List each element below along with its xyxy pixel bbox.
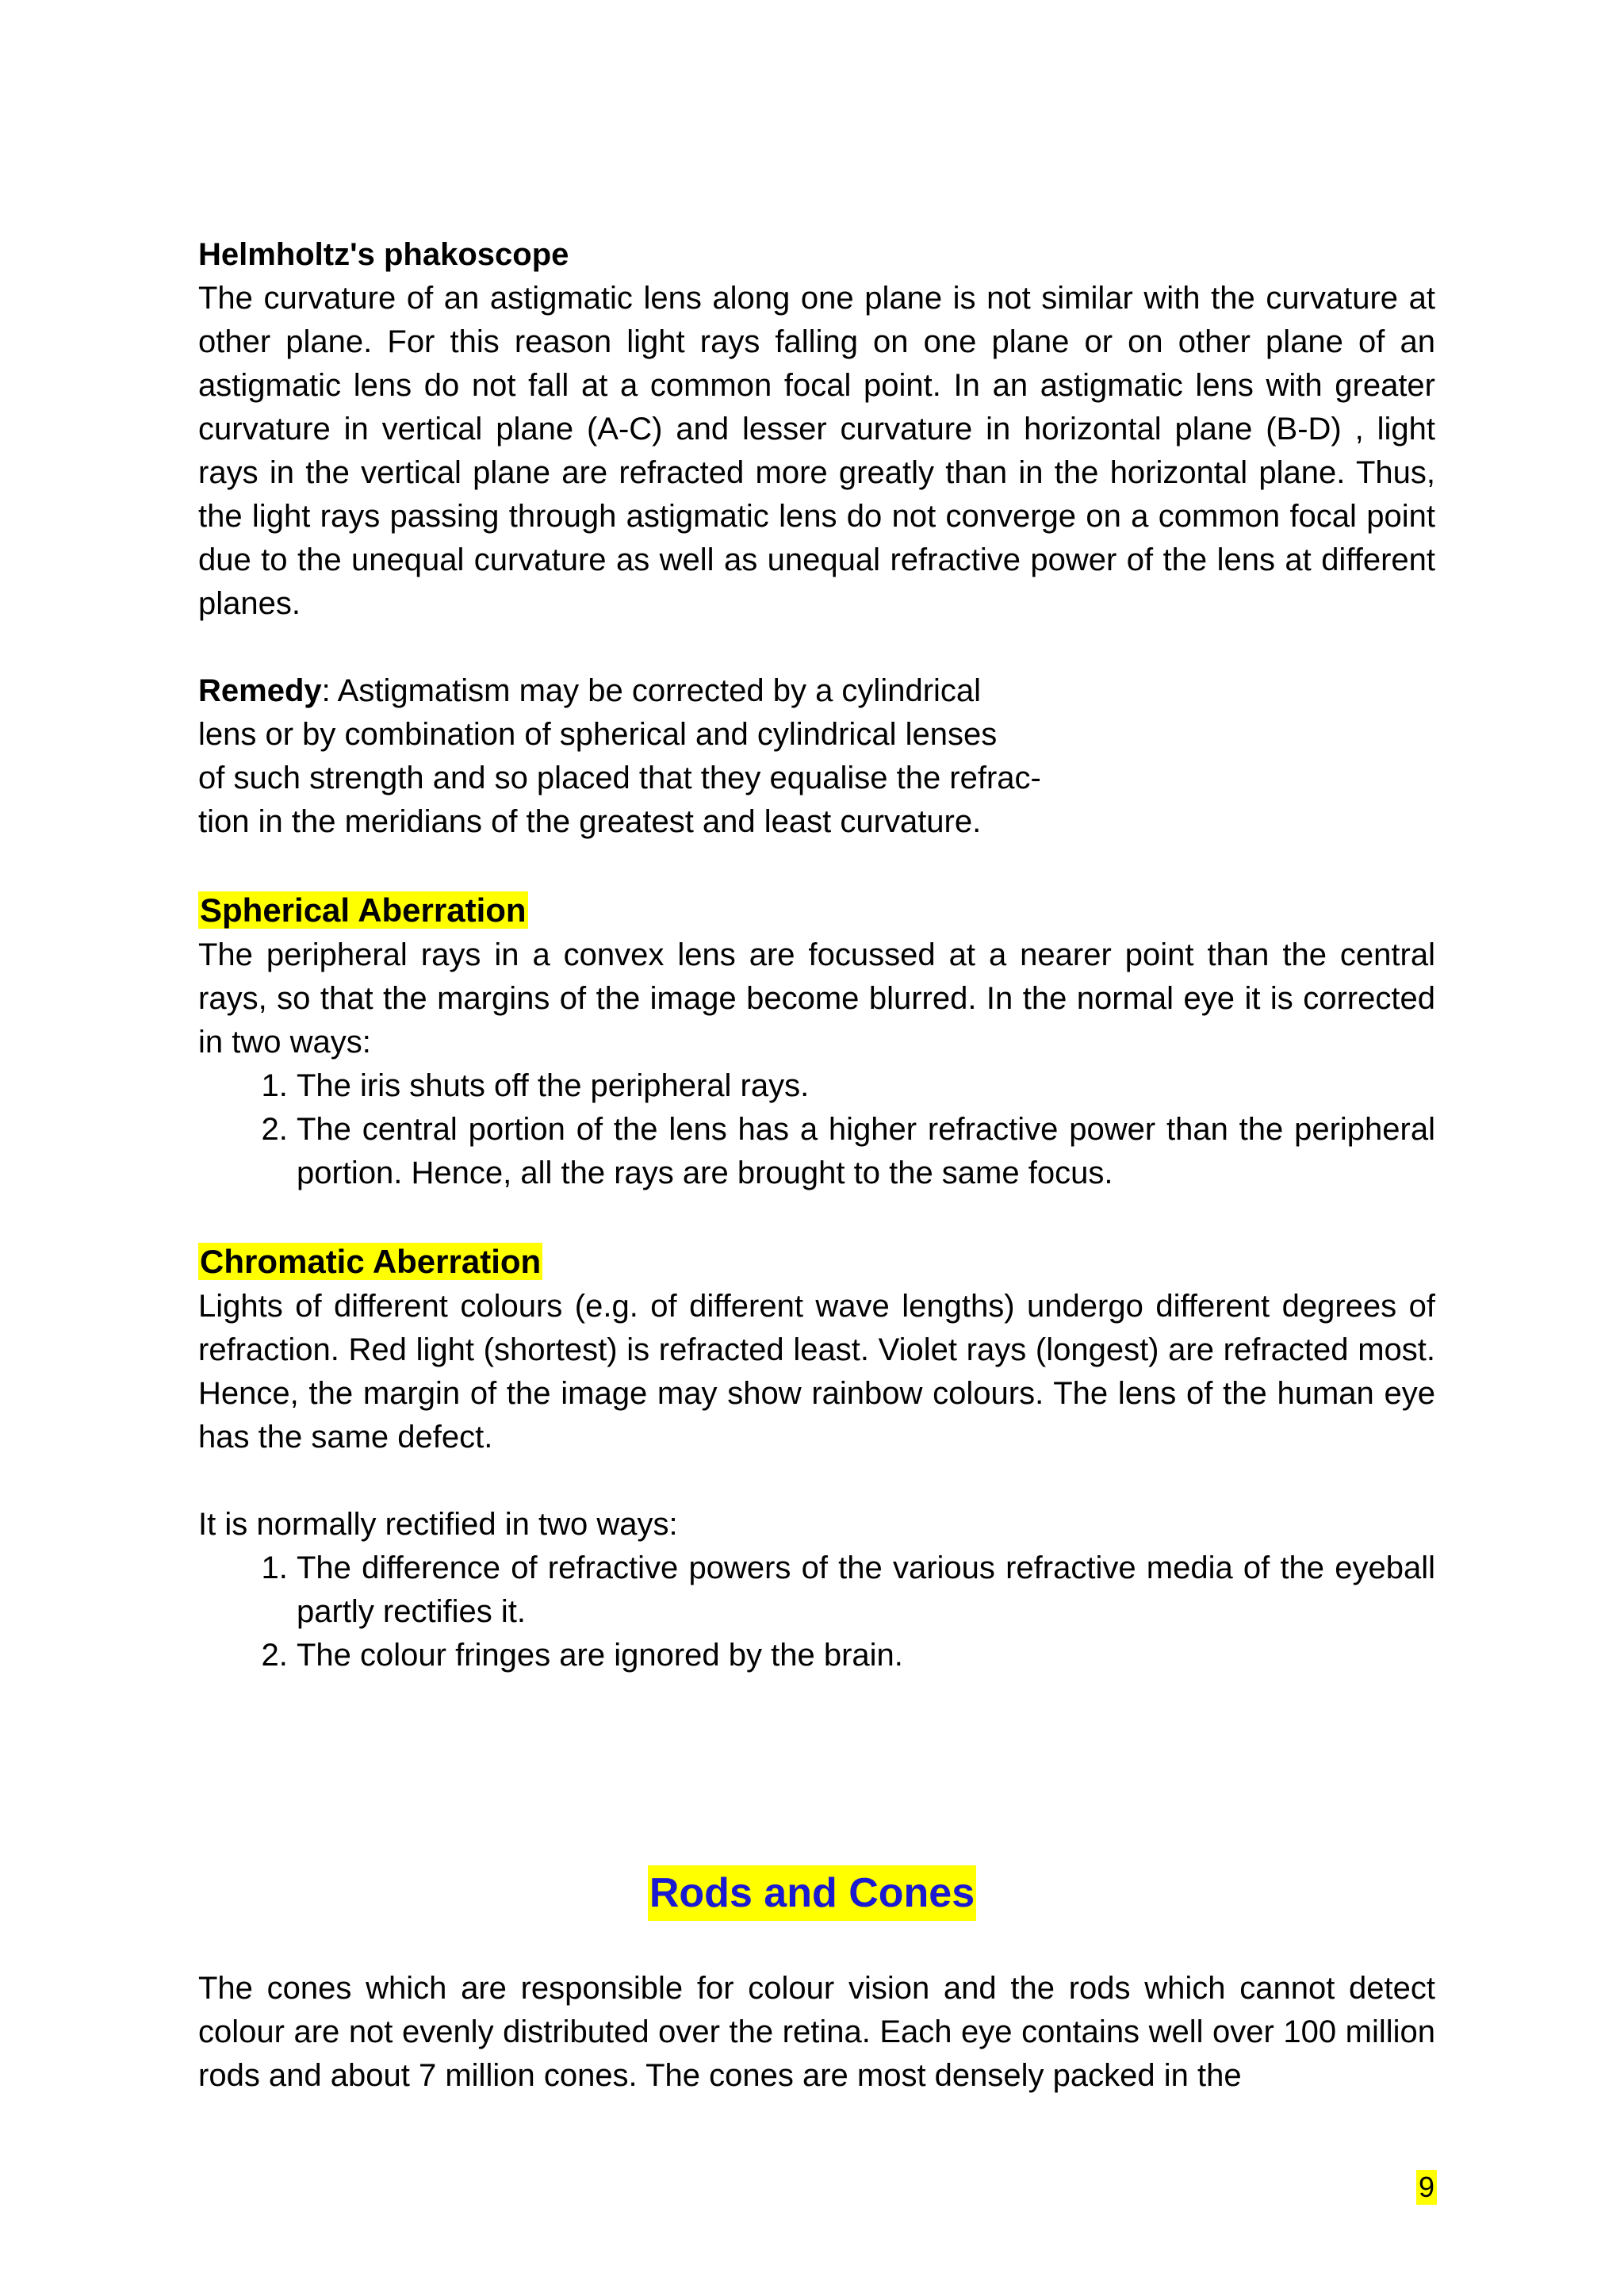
spherical-aberration-paragraph: The peripheral rays in a convex lens are focussed at a nearer point than the central rays, so that the margins of the image become blurred. In the normal eye it is corrected in two ways: bbox=[198, 937, 1435, 1060]
page-number: 9 bbox=[1416, 2170, 1437, 2205]
remedy-line-4: tion in the meridians of the greatest and least curvature. bbox=[198, 804, 982, 839]
list-item: 1. The iris shuts off the peripheral rays. bbox=[297, 1064, 1435, 1108]
chromatic-aberration-heading bbox=[198, 1239, 1435, 1285]
spherical-aberration-heading bbox=[198, 887, 1435, 933]
chromatic-aberration-list bbox=[198, 1547, 1435, 1677]
list-item: 2. The colour fringes are ignored by the brain. bbox=[297, 1634, 1435, 1677]
remedy-line-2: lens or by combination of spherical and cylindrical lenses bbox=[198, 717, 998, 752]
rods-and-cones-paragraph: The cones which are responsible for colour vision and the rods which cannot detect colour are not evenly distributed over the retina. Each eye contains well over 100 million rods and about 7 million cones. The cones are most densely packed in the bbox=[198, 1971, 1435, 2093]
remedy-line-3: of such strength and so placed that they equalise the refrac- bbox=[198, 761, 1041, 795]
remedy-paragraph bbox=[198, 669, 1435, 844]
helmholtz-title: Helmholtz's phakoscope bbox=[198, 237, 569, 272]
main-content bbox=[198, 233, 1435, 1677]
rods-and-cones-heading: Rods and Cones bbox=[648, 1865, 976, 1921]
remedy-label: Remedy bbox=[198, 673, 322, 708]
rods-and-cones-heading-wrap bbox=[0, 1865, 1624, 1921]
list-item: 1. The difference of refractive powers of the various refractive media of the eyeball partly rectifies it. bbox=[297, 1547, 1435, 1634]
spherical-aberration-list bbox=[198, 1064, 1435, 1195]
helmholtz-paragraph: The curvature of an astigmatic lens along one plane is not similar with the curvature at other plane. For this reason light rays falling on one plane or on other plane of an astigmatic lens do not fall at a common focal point. In an astigmatic lens with greater curvature in vertical plane (A-C) and lesser curvature in horizontal plane (B-D) , light rays in the vertical plane are refracted more greatly than in the horizontal plane. Thus, the light rays passing through astigmatic lens do not converge on a common focal point due to the unequal curvature as well as unequal refractive power of the lens at different planes. bbox=[198, 281, 1435, 621]
spherical-aberration-heading-text: Spherical Aberration bbox=[200, 891, 527, 929]
spacer bbox=[198, 626, 1435, 669]
spacer bbox=[198, 1459, 1435, 1503]
chromatic-aberration-heading-text: Chromatic Aberration bbox=[200, 1243, 542, 1280]
rods-and-cones-content bbox=[198, 1967, 1435, 2098]
list-item: 2. The central portion of the lens has a higher refractive power than the peripheral portion. Hence, all the rays are brought to the same focus. bbox=[297, 1108, 1435, 1195]
remedy-line-1: : Astigmatism may be corrected by a cylindrical bbox=[321, 673, 982, 708]
chromatic-intro: It is normally rectified in two ways: bbox=[198, 1507, 678, 1542]
chromatic-aberration-paragraph: Lights of different colours (e.g. of different wave lengths) undergo different degrees of refraction. Red light (shortest) is refracted least. Violet rays (longest) are refracted most. Hence, the margin of the image may show rainbow colours. The lens of the human eye has the same defect. bbox=[198, 1289, 1435, 1455]
spacer bbox=[198, 844, 1435, 887]
spacer bbox=[198, 1195, 1435, 1239]
